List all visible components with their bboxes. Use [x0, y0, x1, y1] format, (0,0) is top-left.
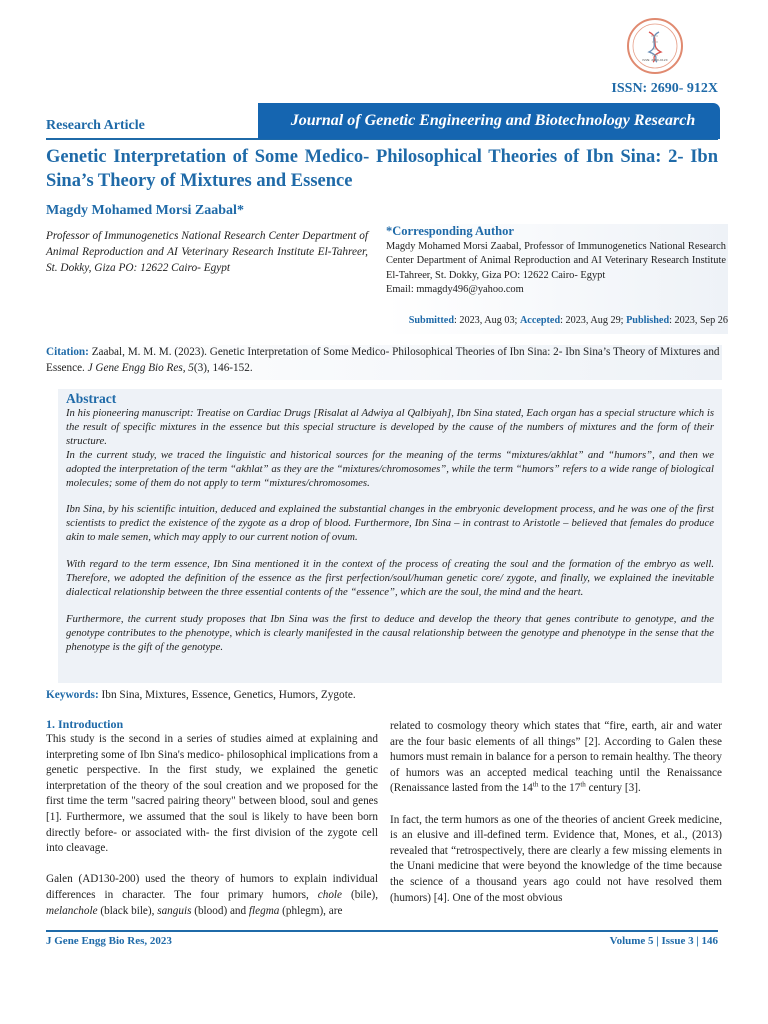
text-run: (black bile), [97, 904, 158, 917]
footer-journal-ref: J Gene Engg Bio Res, 2023 [46, 935, 172, 947]
citation-journal: J Gene Engg Bio Res, 5 [87, 361, 194, 374]
keywords-label: Keywords: [46, 689, 99, 701]
body-paragraph [46, 872, 378, 919]
citation-label: Citation: [46, 346, 89, 358]
italic-term: chole [317, 888, 342, 901]
footer-rule [46, 930, 718, 932]
issn: ISSN: 2690- 912X [611, 81, 718, 96]
text-run: (bile), [342, 888, 378, 901]
text-run: to the 17 [538, 782, 581, 795]
email-link[interactable]: mmagdy496@yahoo.com [416, 283, 524, 295]
corresponding-author-box [386, 224, 728, 334]
text-run: Galen (AD130-200) used the theory of humors to explain individual differences in character. The four primary humors, [46, 873, 378, 901]
text-run: (phlegm), are [279, 904, 343, 917]
body-paragraph [390, 719, 722, 797]
journal-logo [627, 18, 683, 74]
text-run: related to cosmology theory which states that “fire, earth, air and water are the four basic elements of all things” [2]. According to Galen these humors must remain in balance for a person to remain healthy. The theory of humors was an accepted medical teaching until the Renaissance (Renaissance lasted from the 14 [390, 720, 722, 795]
author-affiliation: Professor of Immunogenetics National Research Center Department of Animal Reproduction and AI Veterinary Research Institute El-Tahreer, St. Dokky, Giza PO: 12622 Cairo- Egypt [46, 230, 368, 274]
abstract-paragraph: In the current study, we traced the linguistic and historical sources for the meaning of the terms “mixtures/akhlat” and “humors”, and then we adopted the interpretation of the term “akhlat” as they are the “mixtures/chromosomes”, while the term “humors” refers to a wide range of biological molecules; some of them do not apply to term “mixtures/chromosomes. [66, 448, 714, 489]
accepted-date: : 2023, Aug 29; [560, 315, 627, 326]
abstract-paragraph: Furthermore, the current study proposes that Ibn Sina was the first to deduce and develop the theory that genes contribute to genotype, and the genotype contributes to the phenotype, which is clearly manifested in the causal relationship between the genotype and phenotype in the sense that the phenotype is the gift of the genotype. [66, 612, 714, 653]
abstract-box [58, 389, 722, 683]
citation [46, 345, 722, 380]
keywords [46, 689, 356, 701]
body-column-left [46, 717, 378, 919]
superscript: th [580, 780, 586, 789]
corresponding-author-details [386, 240, 726, 297]
article-type: Research Article [46, 118, 145, 133]
published-date: : 2023, Sep 26 [669, 315, 728, 326]
corresponding-author-text: Magdy Mohamed Morsi Zaabal, Professor of Immunogenetics National Research Center Department of Animal Reproduction and AI Veterinary Research Institute El-Tahreer, St. Dokky, Giza PO: 12622 Cairo- Egypt [386, 241, 726, 281]
italic-term: sanguis [157, 904, 192, 917]
corresponding-author-heading: *Corresponding Author [386, 224, 514, 238]
abstract-heading: Abstract [66, 391, 117, 406]
abstract-paragraph: In his pioneering manuscript: Treatise on Cardiac Drugs [Risalat al Adwiya al Qalbiyah], Ibn Sina stated, Each organ has a special structure which is the result of specific mixtures in the essence but this special structure is developed by the cause of the numbers of mixtures and the form of their structure. [66, 407, 714, 447]
published-label: Published [626, 315, 670, 326]
abstract-paragraph: With regard to the term essence, Ibn Sina mentioned it in the context of the process of creating the soul and the formation of the embryo as well. Therefore, we adopted the definition of the essence as the first perfection/soul/human genetic core/ zygote, and finally, we explained the inevitable dialectical relationship between the three essential contents of the “essence”, which are the soul, the mind and the heart. [66, 558, 714, 598]
svg-text:ISSN: 2690-912X: ISSN: 2690-912X [642, 58, 668, 62]
text-run: (blood) and [191, 904, 249, 917]
body-paragraph: In fact, the term humors as one of the theories of ancient Greek medicine, is an elusive and ill-defined term. Evidence that, Mones, et al., (2013) revealed that “retrospectively, there are clearly a few missing elements in the Unani medicine that were beyond the knowledge of the time because the science of a thousand years ago could not have resolved them (humors) [4]. One of the most obvious [390, 813, 722, 904]
submitted-label: Submitted [408, 315, 454, 326]
abstract-paragraph: Ibn Sina, by his scientific intuition, deduced and explained the substantial changes in the embryonic development process, and he was one of the first scientists to predict the existence of the zygote as a drop of blood. Furthermore, Ibn Sina – in contrast to Aristotle – believed that females do produce akin to male semen, which may apply to our current notion of ovum. [66, 503, 714, 544]
introduction-heading: 1. Introduction [46, 717, 124, 731]
body-column-right [390, 719, 722, 906]
article-dates [409, 315, 728, 326]
italic-term: flegma [248, 904, 280, 917]
accepted-label: Accepted [519, 315, 561, 326]
keywords-list: Ibn Sina, Mixtures, Essence, Genetics, Humors, Zygote. [98, 689, 356, 701]
email-label: Email: [386, 283, 417, 295]
footer-page-info: Volume 5 | Issue 3 | 146 [609, 935, 718, 947]
citation-pages: (3), 146-152. [193, 361, 253, 374]
journal-name-banner: Journal of Genetic Engineering and Biotechnology Research [258, 103, 720, 139]
submitted-date: : 2023, Aug 03; [454, 315, 520, 326]
italic-term: melanchole [46, 904, 98, 917]
citation-text: Zaabal, M. M. M. (2023). Genetic Interpretation of Some Medico- Philosophical Theories of Ibn Sina: 2- Ibn Sina’s Theory of Mixtures and Essence. [46, 346, 720, 374]
text-run: century [3]. [585, 782, 641, 795]
dna-helix-journal-seal-icon [631, 22, 679, 70]
superscript: th [532, 780, 539, 789]
author-name: Magdy Mohamed Morsi Zaabal* [46, 203, 244, 218]
article-title: Genetic Interpretation of Some Medico- Philosophical Theories of Ibn Sina: 2- Ibn Sina’s Theory of Mixtures and Essence [46, 147, 718, 191]
body-paragraph: This study is the second in a series of studies aimed at explaining and interpreting some of Ibn Sina's medico- philosophical implications from a genetic perspective. In the first study, we explained the genetic interpretation of the theory of the soul creation and we proposed for the first time the term "sacred pairing theory" between blood, soul and genes [1]. Furthermore, we assumed that the soul is likely to have been born directly before- or associated with- the first division of the zygote cell into cleavage. [46, 733, 378, 855]
